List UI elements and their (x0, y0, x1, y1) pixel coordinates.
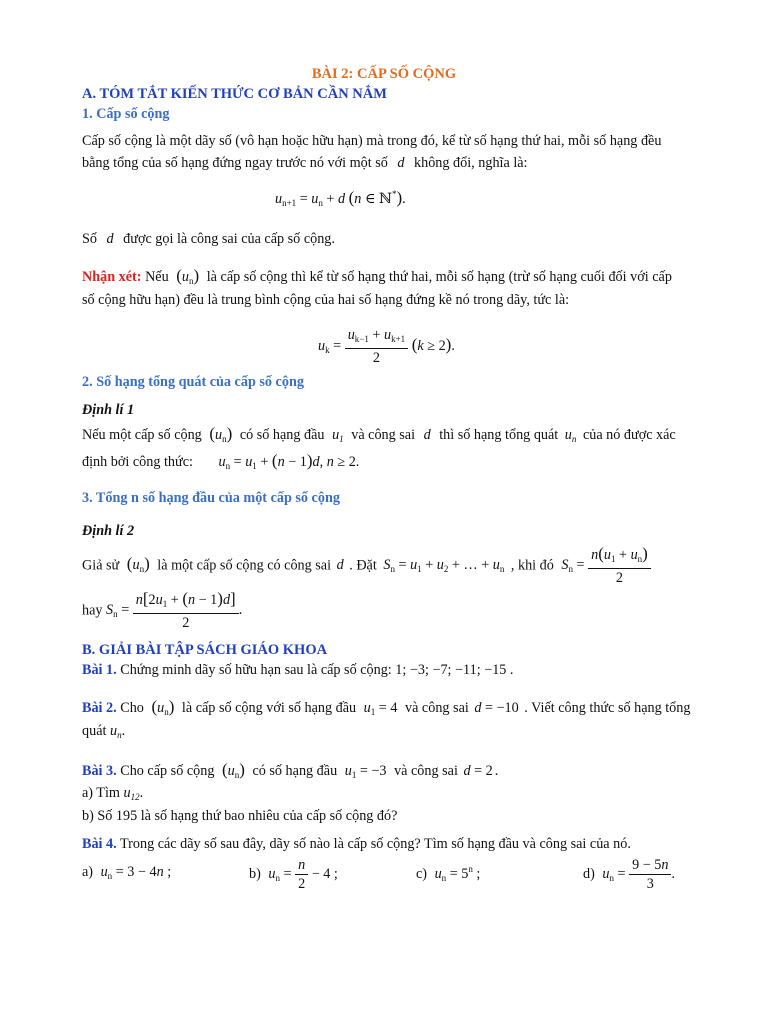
math-u1: $u_1$ (332, 427, 344, 444)
text-fragment: . Viết công thức số hạng tổng (524, 700, 691, 716)
text-fragment: . Đặt (349, 557, 377, 574)
section-a-heading: A. TÓM TẮT KIẾN THỨC CƠ BẢN CẦN NẮM (82, 86, 387, 102)
text-fragment: có số hạng đầu (252, 763, 338, 779)
exercise-4-option-b: b) $u_n$ = $\frac{n}{2}$ − 4 ; (249, 857, 338, 892)
math-d: d (106, 231, 114, 247)
math-u12: $u_{12}$ (123, 785, 140, 802)
exercise-4-option-d: d) $u_n$ = $\frac{9 - 5n}{3}$ . (583, 857, 676, 892)
text-fragment: và công sai (351, 427, 416, 443)
remark-label: Nhận xét: (82, 269, 142, 285)
exercise-3-line-1: Bài 3. Cho cấp số cộng $(u_n)$ có số hạng đầu $u_1 = -3$ và công sai d = 2 . (82, 760, 499, 780)
exercise-2-label: Bài 2. (82, 700, 117, 716)
paragraph-2 (82, 231, 335, 248)
exercise-1-label: Bài 1. (82, 662, 117, 678)
math-u1-value: $u_1 = 4$ (363, 700, 398, 717)
exercise-2-line-2: quát $u_n$. (82, 723, 126, 740)
theorem-2-line-2 (82, 590, 242, 632)
option-label: b) (249, 865, 261, 882)
math-d-value: d = 2 (463, 763, 493, 779)
text-fragment: là cấp số cộng với số hạng đầu (181, 700, 357, 716)
text-fragment: Số (82, 231, 97, 247)
formula-recurrence: $u_{n+1} = u_n + d$ (n ∈ ℕ*). (275, 188, 406, 208)
math-d: d (336, 557, 344, 574)
page-title: BÀI 2: CẤP SỐ CỘNG (311, 66, 457, 82)
text-fragment: Nếu (145, 269, 169, 285)
exercise-3-label: Bài 3. (82, 763, 117, 779)
paragraph-1-line-2 (82, 155, 528, 172)
option-label: a) (82, 864, 94, 880)
text-fragment: định bởi công thức: (82, 454, 193, 470)
exercise-3-question-a: a) Tìm $u_{12}$. (82, 785, 144, 802)
math-un-plain: $u_n$ (564, 427, 577, 444)
math-d: d (397, 155, 405, 171)
exercise-2-line-1 (82, 697, 690, 717)
text-fragment: , khi đó (510, 557, 554, 574)
text-fragment: Nếu một cấp số cộng (82, 427, 202, 443)
remark-line-1 (82, 266, 672, 286)
text-fragment: là cấp số cộng thì kể từ số hạng thứ hai, mỗi số hạng (trừ số hạng cuối đối với cấp (206, 269, 672, 285)
subsection-1-heading: 1. Cấp số cộng (82, 106, 170, 122)
math-un: $(u_n)$ (151, 697, 175, 717)
section-b-heading: B. GIẢI BÀI TẬP SÁCH GIÁO KHOA (82, 642, 328, 658)
text-fragment: Chứng minh dãy số hữu hạn sau là cấp số cộng: (120, 662, 392, 678)
exercise-4-label: Bài 4. (82, 836, 117, 852)
text-fragment: hay (82, 602, 103, 619)
subsection-2-heading: 2. Số hạng tổng quát của cấp số cộng (82, 374, 304, 390)
formula-general-term: $u_n = u_1 + (n - 1)d$, n ≥ 2. (218, 451, 360, 471)
text-fragment: bằng tổng của số hạng đứng ngay trước nó với một số (82, 155, 388, 171)
theorem-1-label: Định lí 1 (82, 402, 135, 418)
formula-average: $u_k$ = $\frac{u_{k-1} + u_{k+1}}{2}$ (k ≥ 2). (318, 327, 455, 366)
formula-sum-1: $S_n$ = $\frac{n(u_1 + u_n)}{2}$ (561, 557, 650, 573)
text-fragment: thì số hạng tổng quát (439, 427, 559, 443)
text-fragment: Cho cấp số cộng (120, 763, 215, 779)
option-label: c) (416, 866, 428, 882)
exercise-3-question-b: b) Số 195 là số hạng thứ bao nhiêu của cấp số cộng đó? (82, 808, 398, 824)
text-fragment: được gọi là công sai của cấp số cộng. (123, 231, 335, 247)
text-fragment: và công sai (394, 763, 458, 779)
math-un: $(u_n)$ (176, 266, 200, 286)
exercise-1-sequence: 1; −3; −7; −11; −15 . (395, 662, 514, 678)
text-fragment: của nó được xác (582, 427, 676, 443)
option-label: d) (583, 865, 595, 882)
text-fragment: là một cấp số cộng có công sai (157, 557, 332, 574)
math-u1-value: $u_1 = -3$ (344, 763, 387, 780)
paragraph-1-line-1: Cấp số cộng là một dãy số (vô hạn hoặc hữu hạn) mà trong đó, kể từ số hạng thứ hai, mỗi số hạng đều (82, 133, 662, 149)
theorem-2-line-1 (82, 545, 651, 587)
math-un-plain: $u_n$ (109, 723, 122, 740)
math-un: $(u_n)$ (126, 554, 150, 575)
text-fragment: và công sai (404, 700, 469, 716)
math-un: $(u_n)$ (221, 760, 245, 780)
exercise-4-option-a: a) $u_n = 3 - 4n$ ; (82, 864, 172, 881)
math-d: d (423, 427, 431, 443)
text-fragment: không đổi, nghĩa là: (414, 155, 528, 171)
text-fragment: a) Tìm (82, 785, 120, 801)
text-fragment: có số hạng đầu (239, 427, 325, 443)
subsection-3-heading: 3. Tổng n số hạng đầu của một cấp số cộng (82, 490, 340, 506)
text-fragment: quát (82, 723, 107, 739)
formula-sum-2: $S_n$ = $\frac{n[2u_1 + (n - 1)d]}{2}$ . (106, 589, 243, 631)
text-fragment: Trong các dãy số sau đây, dãy số nào là cấp số cộng? Tìm số hạng đầu và công sai của nó. (119, 836, 631, 852)
text-fragment: Cho (120, 700, 144, 716)
text-fragment: Giả sử (82, 557, 120, 574)
exercise-4-line-1 (82, 836, 631, 853)
exercise-4-option-c: c) $u_n = 5^n$ ; (416, 864, 481, 883)
math-un: $(u_n)$ (209, 424, 233, 444)
exercise-1 (82, 662, 513, 679)
formula-sum-definition: $S_n = u_1 + u_2$ + … + $u_n$ (383, 557, 505, 575)
remark-line-2: số cộng hữu hạn) đều là trung bình cộng của hai số hạng đứng kề nó trong dãy, tức là: (82, 292, 570, 308)
theorem-1-line-1 (82, 424, 676, 444)
math-d-value: d = −10 (474, 700, 519, 716)
theorem-1-line-2 (82, 451, 359, 471)
theorem-2-label: Định lí 2 (82, 523, 135, 539)
